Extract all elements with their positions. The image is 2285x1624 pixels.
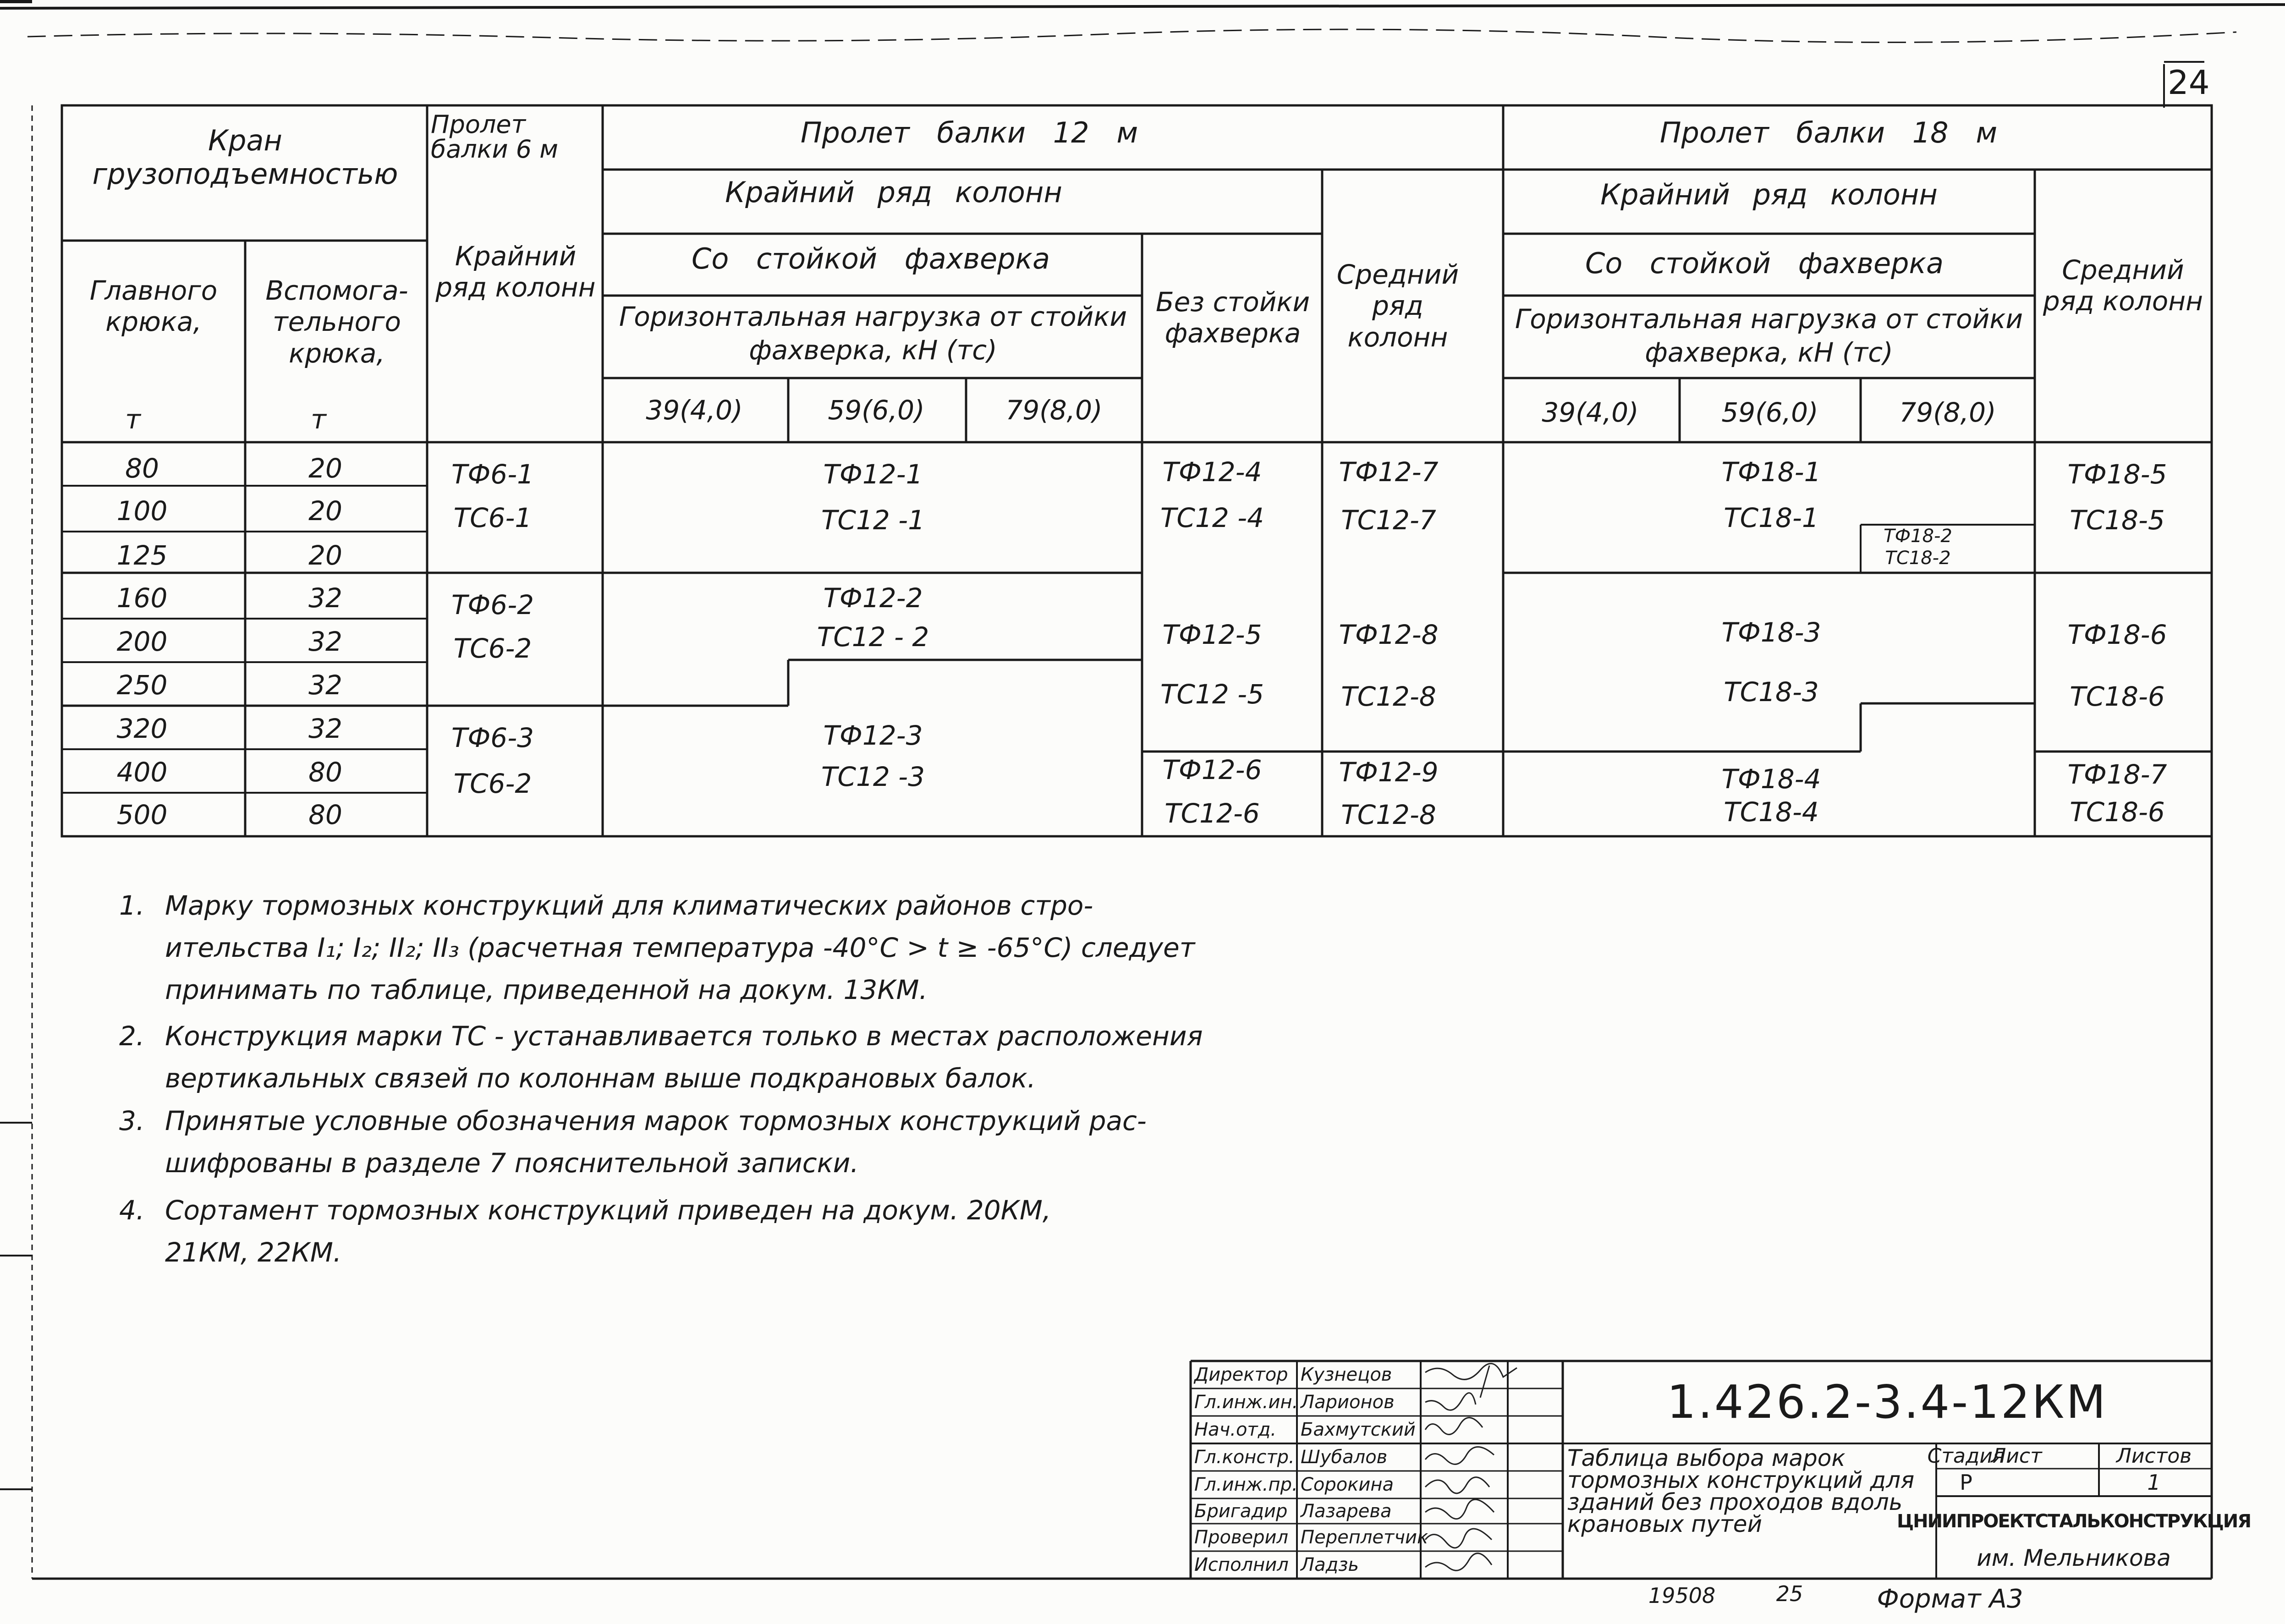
header-unit-aux: т [311,404,326,435]
mark-mid18-3b: ТС18-6 [2070,796,2165,828]
mark-s18-4: ТФ18-4 [1721,763,1821,795]
mark-mid12-2: ТФ12-8 [1339,619,1439,650]
staff-name-7: Ладзь [1301,1554,1359,1575]
header-span6: Пролет балки 6 м [431,110,559,164]
sheets-label: Листов [2116,1444,2192,1468]
header-edge-row-18: Крайний ряд колонн [1600,178,1938,211]
cap-main-5: 250 [116,669,168,701]
staff-role-3: Гл.констр. [1194,1447,1295,1468]
mark-s18-1b: ТС18-1 [1724,502,1819,533]
staff-role-6: Проверил [1194,1527,1289,1548]
mark-s12-1b: ТС12 -1 [821,505,925,536]
mark-nb-1b: ТС12 -4 [1160,502,1264,533]
inventory-number: 19508 [1648,1583,1716,1608]
organization-name: ЦНИИПРОЕКТСТАЛЬКОНСТРУКЦИЯ [1896,1511,2251,1532]
mark-mid18-2: ТФ18-6 [2067,619,2167,650]
header-no-post: Без стойки фахверка [1155,286,1310,349]
note-line: 21КМ, 22КМ. [165,1237,342,1268]
document-code: 1.426.2-3.4-12КМ [1667,1375,2108,1429]
mark-s6-1b: ТС6-1 [453,502,532,533]
organization-name-2: им. Мельникова [1977,1545,2171,1571]
mark-nb-2: ТФ12-5 [1162,619,1262,650]
note-number: 1. [119,890,145,921]
header-with-post-12: Со стойкой фахверка [692,242,1050,275]
note-3 [119,1100,1147,1184]
staff-name-2: Бахмутский [1301,1419,1416,1440]
cap-main-1: 100 [116,495,168,527]
staff-name-6: Переплетчик [1301,1527,1428,1548]
load-18-b: 59(6,0) [1721,397,1818,428]
mark-nb-3b: ТС12-6 [1164,798,1260,829]
mark-s18-3: ТФ18-3 [1721,617,1821,648]
copy-number: 25 [1776,1581,1803,1606]
sheet-format: Формат А3 [1877,1584,2023,1614]
mark-mid18-2b: ТС18-6 [2070,681,2165,712]
note-line: вертикальных связей по колоннам выше подкрановых балок. [165,1063,1036,1094]
staff-name-3: Шубалов [1301,1447,1388,1468]
note-line: Конструкция марки ТС - устанавливается только в местах расположения [165,1020,1203,1052]
note-1 [119,884,1195,1011]
note-line: шифрованы в разделе 7 пояснительной записки. [165,1147,859,1179]
cap-main-4: 200 [116,626,168,657]
sheet-number: 24 [2168,63,2210,102]
mark-nb-2b: ТС12 -5 [1160,679,1264,710]
mark-s6-2b: ТС6-2 [453,633,532,664]
mark-s18-2b: ТС18-2 [1885,548,1951,569]
mark-s18-1: ТФ18-1 [1721,456,1821,488]
cap-main-8: 500 [116,799,168,830]
cap-aux-5: 32 [308,669,342,701]
mark-mid12-3: ТФ12-9 [1339,757,1439,788]
cap-main-2: 125 [116,540,168,571]
header-h-load-12: Горизонтальная нагрузка от стойки фахверка, кН (тс) [619,301,1127,366]
mark-nb-1: ТФ12-4 [1162,456,1262,488]
mark-mid18-1b: ТС18-5 [2070,505,2165,536]
staff-role-7: Исполнил [1194,1554,1289,1575]
mark-mid12-1b: ТС12-7 [1341,505,1436,536]
header-edge-row-12: Крайний ряд колонн [725,176,1062,209]
header-main-hook: Главного крюка, [89,275,218,338]
mark-s6-3b: ТС6-2 [453,768,532,799]
signature-scribbles [1425,1364,1517,1571]
cap-main-6: 320 [116,713,168,744]
mark-s12-2b: ТС12 - 2 [817,621,929,653]
cap-aux-2: 20 [308,540,342,571]
note-line: ительства I₁; I₂; II₂; II₃ (расчетная температура -40°С > t ≥ -65°С) следует [165,932,1195,963]
cap-aux-0: 20 [308,453,342,484]
cap-main-7: 400 [116,757,168,788]
mark-s18-2: ТФ18-2 [1884,526,1952,547]
header-middle-row-12: Средний ряд колонн [1336,259,1459,353]
header-with-post-18: Со стойкой фахверка [1585,247,1944,280]
mark-s6-1: ТФ6-1 [451,459,534,490]
mark-s12-2: ТФ12-2 [823,582,923,614]
staff-role-2: Нач.отд. [1194,1419,1277,1440]
header-span12: Пролет балки 12 м [800,116,1138,149]
load-18-a: 39(4,0) [1542,397,1639,428]
load-18-c: 79(8,0) [1899,397,1996,428]
sheets-value: 1 [2147,1470,2161,1495]
mark-s6-3: ТФ6-3 [451,722,534,753]
note-number: 3. [119,1105,145,1136]
header-middle-row-18: Средний ряд колонн [2043,254,2203,317]
load-12-b: 59(6,0) [828,395,925,426]
header-crane: Кран грузоподъемностью [92,124,398,191]
header-span18: Пролет балки 18 м [1659,116,1998,149]
note-number: 4. [119,1195,145,1226]
mark-s12-3: ТФ12-3 [823,720,923,751]
stage-value: Р [1960,1470,1972,1495]
staff-name-0: Кузнецов [1301,1364,1392,1385]
cap-aux-3: 32 [308,582,342,614]
mark-nb-3: ТФ12-6 [1162,754,1262,785]
note-2 [119,1015,1203,1099]
mark-mid12-3b: ТС12-8 [1341,799,1436,830]
staff-role-5: Бригадир [1194,1501,1288,1522]
note-line: Сортамент тормозных конструкций приведен на докум. 20КМ, [165,1195,1051,1226]
header-edge-row-6: Крайний ряд колонн [435,241,596,303]
cap-aux-1: 20 [308,495,342,527]
mark-mid18-3: ТФ18-7 [2067,759,2167,790]
note-4 [119,1189,1051,1273]
staff-name-1: Ларионов [1301,1392,1395,1413]
note-line: Марку тормозных конструкций для климатических районов стро- [165,890,1093,921]
load-12-a: 39(4,0) [646,395,743,426]
mark-s12-1: ТФ12-1 [823,459,923,490]
mark-mid12-1: ТФ12-7 [1339,456,1439,488]
cap-main-3: 160 [116,582,168,614]
cap-aux-8: 80 [308,799,342,830]
header-unit-main: т [125,404,141,435]
mark-s18-4b: ТС18-4 [1724,796,1819,828]
mark-s12-3b: ТС12 -3 [821,761,925,792]
document-title: Таблица выбора марок тормозных конструкций для зданий без проходов вдоль крановых путей [1567,1445,1915,1537]
mark-mid18-1: ТФ18-5 [2067,459,2167,490]
note-line: принимать по таблице, приведенной на докум. 13КМ. [165,974,928,1005]
staff-role-4: Гл.инж.пр. [1194,1474,1298,1495]
staff-name-5: Лазарева [1301,1501,1392,1522]
load-12-c: 79(8,0) [1005,395,1103,426]
header-aux-hook: Вспомога-тельного крюка, [265,275,408,369]
stage-label: Стадия [1927,1444,2005,1468]
staff-role-0: Директор [1194,1364,1288,1385]
cap-aux-6: 32 [308,713,342,744]
mark-s6-2: ТФ6-2 [451,589,534,620]
cap-aux-4: 32 [308,626,342,657]
header-h-load-18: Горизонтальная нагрузка от стойки фахверка, кН (тс) [1515,303,2023,368]
cap-main-0: 80 [125,453,159,484]
note-number: 2. [119,1020,145,1052]
cap-aux-7: 80 [308,757,342,788]
sheet-label: Лист [1991,1444,2042,1468]
staff-name-4: Сорокина [1301,1474,1394,1495]
staff-role-1: Гл.инж.ин. [1194,1392,1298,1413]
mark-mid12-2b: ТС12-8 [1341,681,1436,712]
note-line: Принятые условные обозначения марок тормозных конструкций рас- [165,1105,1147,1136]
mark-s18-3b: ТС18-3 [1724,676,1819,708]
